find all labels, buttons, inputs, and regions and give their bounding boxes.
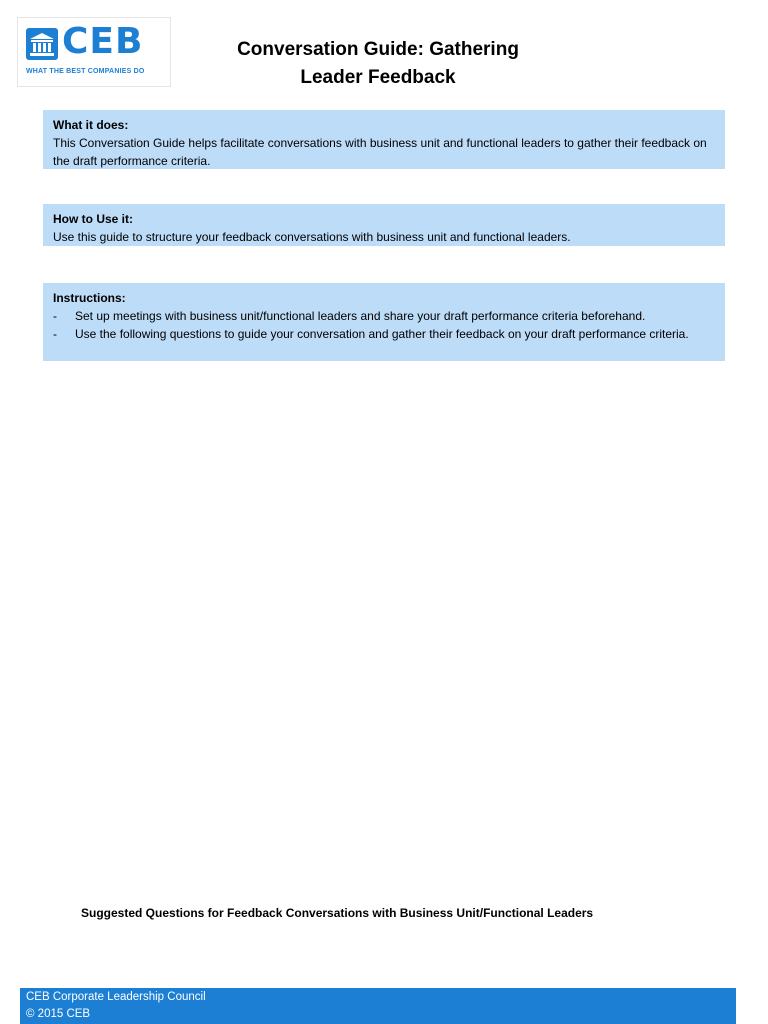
what-it-does-text: This Conversation Guide helps facilitate conversations with business unit and functional leaders to gather their feedback on the draft performance criteria. [53,136,707,168]
logo-tagline: WHAT THE BEST COMPANIES DO [26,68,145,75]
instructions-list [53,307,715,343]
what-it-does-heading: What it does: [53,118,129,132]
suggested-questions-heading: Suggested Questions for Feedback Conversations with Business Unit/Functional Leaders [81,906,594,920]
page-title [210,36,546,92]
title-line-1: Conversation Guide: Gathering [237,39,519,60]
ceb-logo [17,17,171,87]
bullet-dash: - [53,327,57,341]
instructions-box [43,283,725,361]
list-item [53,325,715,343]
instruction-text: Use the following questions to guide your conversation and gather their feedback on your draft performance criteria. [75,327,689,341]
building-icon [26,28,58,60]
logo-wordmark: CEB [62,21,144,62]
title-line-2: Leader Feedback [300,67,456,88]
list-item [53,307,715,325]
how-to-use-box [43,204,725,246]
footer-copyright: © 2015 CEB [26,1008,91,1020]
instructions-heading: Instructions: [53,291,126,305]
footer-council: CEB Corporate Leadership Council [26,991,206,1003]
how-to-use-text: Use this guide to structure your feedback conversations with business unit and functional leaders. [53,230,571,244]
how-to-use-heading: How to Use it: [53,212,133,226]
what-it-does-box [43,110,725,169]
bullet-dash: - [53,309,57,323]
instruction-text: Set up meetings with business unit/functional leaders and share your draft performance criteria beforehand. [75,309,646,323]
footer-bar [20,988,736,1024]
